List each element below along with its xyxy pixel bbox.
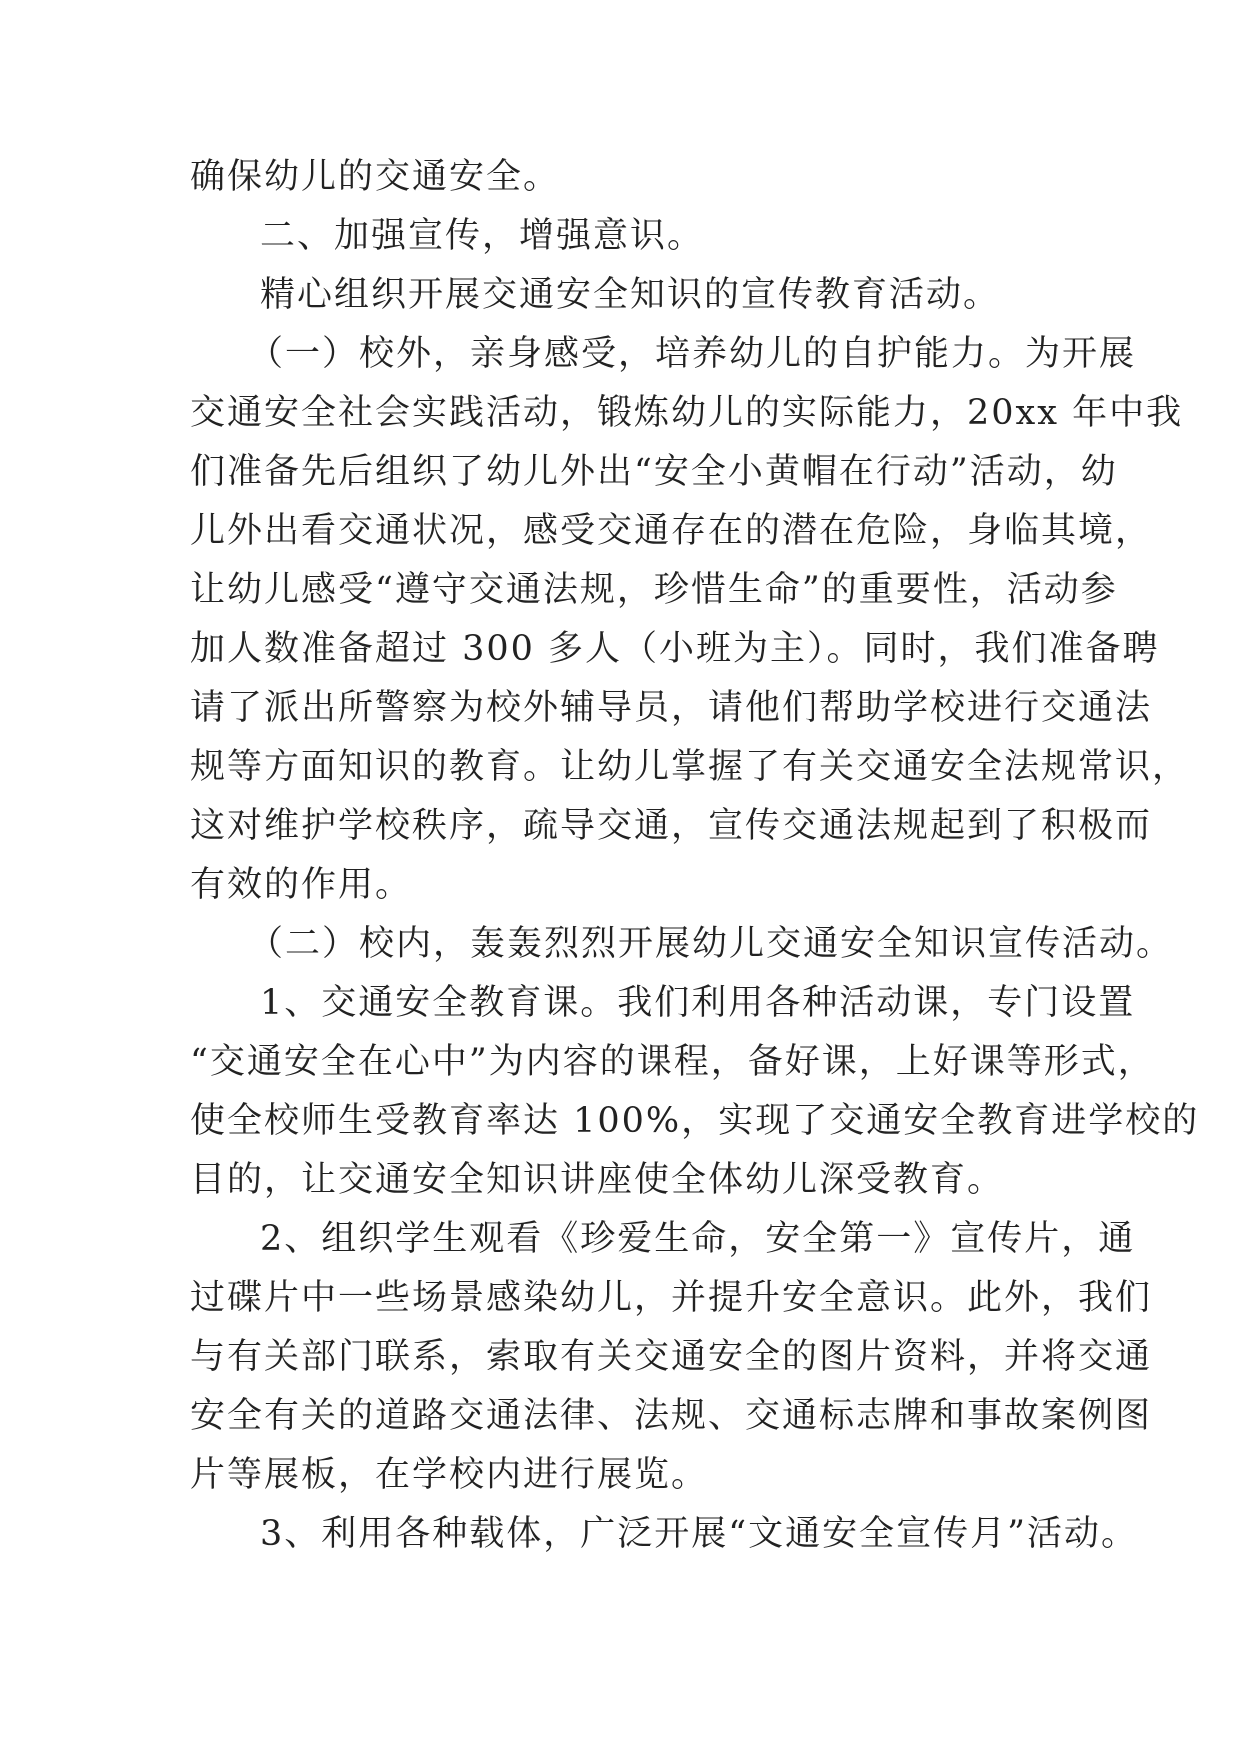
text-line: 加人数准备超过 300 多人（小班为主）。同时，我们准备聘 [190,629,1160,669]
text-line: 有效的作用。 [190,865,413,905]
section-heading: 二、加强宣传，增强意识。 [260,216,705,256]
text-line: 目的，让交通安全知识讲座使全体幼儿深受教育。 [190,1160,1005,1200]
text-line: 儿外出看交通状况，感受交通存在的潜在危险，身临其境， [190,511,1153,551]
text-line: 与有关部门联系，索取有关交通安全的图片资料，并将交通 [190,1337,1153,1377]
text-line: 们准备先后组织了幼儿外出“安全小黄帽在行动”活动，幼 [190,452,1118,492]
text-line: 这对维护学校秩序，疏导交通，宣传交通法规起到了积极而 [190,806,1153,846]
text-line: 精心组织开展交通安全知识的宣传教育活动。 [260,275,1001,315]
text-line: 规等方面知识的教育。让幼儿掌握了有关交通安全法规常识， [190,747,1190,787]
list-item: 1、交通安全教育课。我们利用各种活动课，专门设置 [260,983,1136,1023]
text-line: 片等展板，在学校内进行展览。 [190,1455,709,1495]
text-line: 过碟片中一些场景感染幼儿，并提升安全意识。此外，我们 [190,1278,1153,1318]
text-line: 请了派出所警察为校外辅导员，请他们帮助学校进行交通法 [190,688,1153,728]
list-item: 2、组织学生观看《珍爱生命，安全第一》宣传片，通 [260,1219,1136,1259]
text-line: 让幼儿感受“遵守交通法规，珍惜生命”的重要性，活动参 [190,570,1118,610]
text-line: 确保幼儿的交通安全。 [190,157,561,197]
text-line: “交通安全在心中”为内容的课程，备好课，上好课等形式， [190,1042,1155,1082]
text-line: 交通安全社会实践活动，锻炼幼儿的实际能力，20xx 年中我 [190,393,1184,433]
subsection-heading: （二）校内，轰轰烈烈开展幼儿交通安全知识宣传活动。 [248,924,1174,964]
text-line: 使全校师生受教育率达 100%，实现了交通安全教育进学校的 [190,1101,1200,1141]
text-line: 安全有关的道路交通法律、法规、交通标志牌和事故案例图 [190,1396,1153,1436]
document-body [190,148,1200,1564]
subsection-heading: （一）校外，亲身感受，培养幼儿的自护能力。为开展 [248,334,1137,374]
list-item: 3、利用各种载体，广泛开展“文通安全宣传月”活动。 [260,1514,1139,1554]
